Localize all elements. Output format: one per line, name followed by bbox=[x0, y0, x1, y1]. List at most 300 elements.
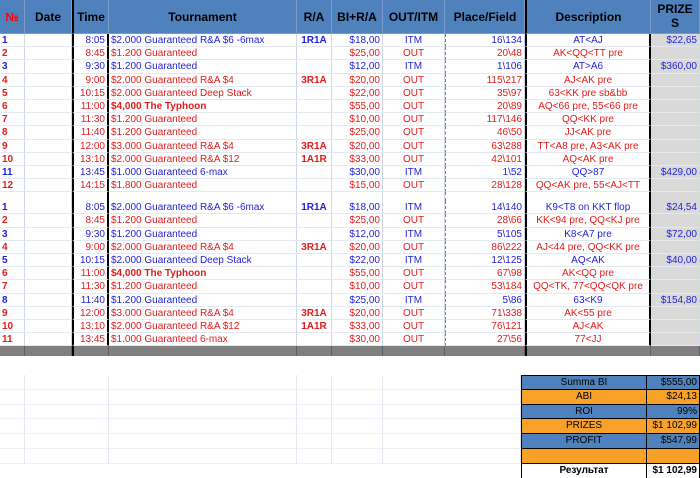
header-description[interactable]: Description bbox=[525, 0, 651, 34]
row-number[interactable]: 5 bbox=[0, 87, 25, 100]
summary-value[interactable]: $1 102,99 bbox=[647, 464, 700, 478]
description-cell[interactable]: QQ<TK, 77<QQ<QK pre bbox=[525, 280, 651, 293]
buyin-cell[interactable]: $55,00 bbox=[332, 100, 383, 113]
result-cell[interactable]: OUT bbox=[383, 241, 445, 254]
time-cell[interactable]: 12:00 bbox=[72, 140, 109, 153]
place-field-cell[interactable]: 35\97 bbox=[445, 87, 525, 100]
description-cell[interactable]: AK<QQ<TT pre bbox=[525, 47, 651, 60]
time-cell[interactable]: 10:15 bbox=[72, 254, 109, 267]
date-cell[interactable] bbox=[25, 153, 72, 166]
date-cell[interactable] bbox=[25, 267, 72, 280]
tournament-cell[interactable]: $2.000 Guaranteed Deep Stack bbox=[109, 254, 297, 267]
buyin-cell[interactable]: $22,00 bbox=[332, 87, 383, 100]
tournament-cell[interactable]: $1.200 Guaranteed bbox=[109, 228, 297, 241]
empty-cell[interactable] bbox=[297, 419, 332, 434]
prize-cell[interactable] bbox=[651, 87, 700, 100]
description-cell[interactable]: K8<A7 pre bbox=[525, 228, 651, 241]
description-cell[interactable]: AK<QQ pre bbox=[525, 267, 651, 280]
place-field-cell[interactable]: 86\222 bbox=[445, 241, 525, 254]
tournament-cell[interactable]: $1.200 Guaranteed bbox=[109, 294, 297, 307]
tournament-cell[interactable]: $1.000 Guaranteed 6-max bbox=[109, 333, 297, 346]
result-cell[interactable]: ITM bbox=[383, 60, 445, 73]
date-cell[interactable] bbox=[25, 34, 72, 47]
ra-cell[interactable]: 3R1A bbox=[297, 307, 332, 320]
buyin-cell[interactable]: $10,00 bbox=[332, 280, 383, 293]
tournament-cell[interactable]: $2.000 Guaranteed Deep Stack bbox=[109, 87, 297, 100]
prize-cell[interactable]: $40,00 bbox=[651, 254, 700, 267]
time-cell[interactable]: 8:45 bbox=[72, 47, 109, 60]
tournament-cell[interactable]: $1.000 Guaranteed 6-max bbox=[109, 166, 297, 179]
empty-cell[interactable] bbox=[25, 192, 72, 201]
empty-cell[interactable] bbox=[297, 449, 332, 464]
description-cell[interactable]: AT>A6 bbox=[525, 60, 651, 73]
empty-cell[interactable] bbox=[525, 192, 651, 201]
row-number[interactable]: 3 bbox=[0, 60, 25, 73]
description-cell[interactable]: AJ<44 pre, QQ<KK pre bbox=[525, 241, 651, 254]
empty-cell[interactable] bbox=[332, 390, 383, 405]
prize-cell[interactable] bbox=[651, 113, 700, 126]
time-cell[interactable]: 10:15 bbox=[72, 87, 109, 100]
place-field-cell[interactable]: 1\106 bbox=[445, 60, 525, 73]
summary-label[interactable]: Summa BI bbox=[521, 375, 647, 390]
empty-cell[interactable] bbox=[297, 390, 332, 405]
tournament-cell[interactable]: $1.200 Guaranteed bbox=[109, 60, 297, 73]
buyin-cell[interactable]: $15,00 bbox=[332, 179, 383, 192]
empty-cell[interactable] bbox=[383, 419, 521, 434]
tournament-cell[interactable]: $1.200 Guaranteed bbox=[109, 113, 297, 126]
description-cell[interactable]: AJ<AK bbox=[525, 320, 651, 333]
place-field-cell[interactable]: 46\50 bbox=[445, 126, 525, 139]
empty-cell[interactable] bbox=[297, 375, 332, 390]
ra-cell[interactable] bbox=[297, 267, 332, 280]
date-cell[interactable] bbox=[25, 241, 72, 254]
time-cell[interactable]: 9:00 bbox=[72, 241, 109, 254]
buyin-cell[interactable]: $20,00 bbox=[332, 307, 383, 320]
description-cell[interactable]: AQ<AK bbox=[525, 254, 651, 267]
result-cell[interactable]: OUT bbox=[383, 214, 445, 227]
time-cell[interactable]: 11:30 bbox=[72, 280, 109, 293]
ra-cell[interactable] bbox=[297, 113, 332, 126]
result-cell[interactable]: OUT bbox=[383, 333, 445, 346]
empty-cell[interactable] bbox=[383, 192, 445, 201]
empty-cell[interactable] bbox=[109, 192, 297, 201]
place-field-cell[interactable]: 53\184 bbox=[445, 280, 525, 293]
header-bira[interactable]: BI+R/A bbox=[332, 0, 383, 34]
place-field-cell[interactable]: 20\89 bbox=[445, 100, 525, 113]
result-cell[interactable]: OUT bbox=[383, 87, 445, 100]
result-cell[interactable]: ITM bbox=[383, 228, 445, 241]
ra-cell[interactable]: 3R1A bbox=[297, 241, 332, 254]
result-cell[interactable]: OUT bbox=[383, 113, 445, 126]
empty-cell[interactable] bbox=[109, 405, 297, 420]
empty-cell[interactable] bbox=[383, 390, 521, 405]
tournament-cell[interactable]: $1.200 Guaranteed bbox=[109, 280, 297, 293]
date-cell[interactable] bbox=[25, 74, 72, 87]
result-cell[interactable]: ITM bbox=[383, 254, 445, 267]
empty-cell[interactable] bbox=[651, 192, 700, 201]
buyin-cell[interactable]: $10,00 bbox=[332, 113, 383, 126]
row-number[interactable]: 5 bbox=[0, 254, 25, 267]
result-cell[interactable]: OUT bbox=[383, 100, 445, 113]
buyin-cell[interactable]: $12,00 bbox=[332, 60, 383, 73]
time-cell[interactable]: 13:45 bbox=[72, 333, 109, 346]
description-cell[interactable]: AQ<66 pre, 55<66 pre bbox=[525, 100, 651, 113]
prize-cell[interactable]: $24,54 bbox=[651, 201, 700, 214]
empty-cell[interactable] bbox=[72, 192, 109, 201]
empty-cell[interactable] bbox=[109, 419, 297, 434]
description-cell[interactable]: QQ>87 bbox=[525, 166, 651, 179]
empty-cell[interactable] bbox=[109, 434, 297, 449]
place-field-cell[interactable]: 117\146 bbox=[445, 113, 525, 126]
time-cell[interactable]: 14:15 bbox=[72, 179, 109, 192]
ra-cell[interactable]: 1A1R bbox=[297, 153, 332, 166]
empty-cell[interactable] bbox=[25, 434, 109, 449]
empty-cell[interactable] bbox=[297, 405, 332, 420]
date-cell[interactable] bbox=[25, 179, 72, 192]
date-cell[interactable] bbox=[25, 228, 72, 241]
empty-cell[interactable] bbox=[332, 434, 383, 449]
time-cell[interactable]: 13:10 bbox=[72, 153, 109, 166]
buyin-cell[interactable]: $18,00 bbox=[332, 34, 383, 47]
place-field-cell[interactable]: 16\134 bbox=[445, 34, 525, 47]
buyin-cell[interactable]: $12,00 bbox=[332, 228, 383, 241]
header-date[interactable]: Date bbox=[25, 0, 72, 34]
date-cell[interactable] bbox=[25, 126, 72, 139]
prize-cell[interactable] bbox=[651, 74, 700, 87]
place-field-cell[interactable]: 5\86 bbox=[445, 294, 525, 307]
date-cell[interactable] bbox=[25, 254, 72, 267]
summary-label[interactable] bbox=[521, 449, 647, 464]
date-cell[interactable] bbox=[25, 113, 72, 126]
time-cell[interactable]: 9:30 bbox=[72, 60, 109, 73]
description-cell[interactable]: K9<T8 on KKT flop bbox=[525, 201, 651, 214]
row-number[interactable]: 7 bbox=[0, 113, 25, 126]
row-number[interactable]: 11 bbox=[0, 166, 25, 179]
empty-cell[interactable] bbox=[0, 434, 25, 449]
header-tournament[interactable]: Tournament bbox=[109, 0, 297, 34]
tournament-cell[interactable]: $4,000 The Typhoon bbox=[109, 267, 297, 280]
time-cell[interactable]: 11:00 bbox=[72, 100, 109, 113]
buyin-cell[interactable]: $33,00 bbox=[332, 320, 383, 333]
prize-cell[interactable] bbox=[651, 241, 700, 254]
row-number[interactable]: 10 bbox=[0, 320, 25, 333]
empty-cell[interactable] bbox=[25, 419, 109, 434]
summary-label[interactable]: Результат bbox=[521, 464, 647, 478]
ra-cell[interactable] bbox=[297, 294, 332, 307]
buyin-cell[interactable]: $25,00 bbox=[332, 294, 383, 307]
prize-cell[interactable]: $72,00 bbox=[651, 228, 700, 241]
summary-label[interactable]: PROFIT bbox=[521, 434, 647, 449]
prize-cell[interactable] bbox=[651, 214, 700, 227]
buyin-cell[interactable]: $18,00 bbox=[332, 201, 383, 214]
date-cell[interactable] bbox=[25, 166, 72, 179]
empty-cell[interactable] bbox=[25, 390, 109, 405]
empty-cell[interactable] bbox=[0, 375, 25, 390]
time-cell[interactable]: 9:00 bbox=[72, 74, 109, 87]
ra-cell[interactable] bbox=[297, 333, 332, 346]
place-field-cell[interactable]: 1\52 bbox=[445, 166, 525, 179]
place-field-cell[interactable]: 115\217 bbox=[445, 74, 525, 87]
place-field-cell[interactable]: 28\128 bbox=[445, 179, 525, 192]
tournament-cell[interactable]: $2.000 Guaranteed R&A $6 -6max bbox=[109, 201, 297, 214]
date-cell[interactable] bbox=[25, 333, 72, 346]
description-cell[interactable]: AK<55 pre bbox=[525, 307, 651, 320]
place-field-cell[interactable]: 12\125 bbox=[445, 254, 525, 267]
prize-cell[interactable] bbox=[651, 153, 700, 166]
ra-cell[interactable] bbox=[297, 228, 332, 241]
ra-cell[interactable] bbox=[297, 100, 332, 113]
result-cell[interactable]: OUT bbox=[383, 307, 445, 320]
row-number[interactable]: 12 bbox=[0, 179, 25, 192]
ra-cell[interactable] bbox=[297, 254, 332, 267]
empty-cell[interactable] bbox=[332, 192, 383, 201]
time-cell[interactable]: 8:05 bbox=[72, 201, 109, 214]
tournament-cell[interactable]: $3.000 Guaranteed R&A $4 bbox=[109, 140, 297, 153]
empty-cell[interactable] bbox=[25, 405, 109, 420]
description-cell[interactable]: 63<K9 bbox=[525, 294, 651, 307]
result-cell[interactable]: ITM bbox=[383, 166, 445, 179]
ra-cell[interactable] bbox=[297, 126, 332, 139]
result-cell[interactable]: OUT bbox=[383, 74, 445, 87]
buyin-cell[interactable]: $55,00 bbox=[332, 267, 383, 280]
tournament-cell[interactable]: $2.000 Guaranteed R&A $12 bbox=[109, 320, 297, 333]
prize-cell[interactable]: $360,00 bbox=[651, 60, 700, 73]
empty-cell[interactable] bbox=[332, 405, 383, 420]
result-cell[interactable]: OUT bbox=[383, 47, 445, 60]
description-cell[interactable]: QQ<KK pre bbox=[525, 113, 651, 126]
ra-cell[interactable]: 1R1A bbox=[297, 34, 332, 47]
place-field-cell[interactable]: 5\105 bbox=[445, 228, 525, 241]
prize-cell[interactable]: $22,65 bbox=[651, 34, 700, 47]
buyin-cell[interactable]: $30,00 bbox=[332, 166, 383, 179]
date-cell[interactable] bbox=[25, 47, 72, 60]
empty-cell[interactable] bbox=[0, 419, 25, 434]
place-field-cell[interactable]: 42\101 bbox=[445, 153, 525, 166]
empty-cell[interactable] bbox=[25, 375, 109, 390]
date-cell[interactable] bbox=[25, 140, 72, 153]
description-cell[interactable]: TT<A8 pre, A3<AK pre bbox=[525, 140, 651, 153]
prize-cell[interactable] bbox=[651, 100, 700, 113]
summary-value[interactable]: $547,99 bbox=[647, 434, 700, 449]
time-cell[interactable]: 11:40 bbox=[72, 294, 109, 307]
row-number[interactable]: 2 bbox=[0, 214, 25, 227]
buyin-cell[interactable]: $30,00 bbox=[332, 333, 383, 346]
row-number[interactable]: 11 bbox=[0, 333, 25, 346]
buyin-cell[interactable]: $20,00 bbox=[332, 140, 383, 153]
empty-cell[interactable] bbox=[109, 375, 297, 390]
prize-cell[interactable] bbox=[651, 179, 700, 192]
header-placefield[interactable]: Place/Field bbox=[445, 0, 525, 34]
ra-cell[interactable]: 1A1R bbox=[297, 320, 332, 333]
row-number[interactable]: 8 bbox=[0, 126, 25, 139]
result-cell[interactable]: OUT bbox=[383, 267, 445, 280]
empty-cell[interactable] bbox=[383, 375, 521, 390]
ra-cell[interactable] bbox=[297, 166, 332, 179]
header-prizes[interactable]: PRIZE S bbox=[651, 0, 700, 34]
place-field-cell[interactable]: 63\288 bbox=[445, 140, 525, 153]
ra-cell[interactable] bbox=[297, 60, 332, 73]
empty-cell[interactable] bbox=[109, 390, 297, 405]
summary-label[interactable]: PRIZES bbox=[521, 419, 647, 434]
prize-cell[interactable]: $154,80 bbox=[651, 294, 700, 307]
tournament-cell[interactable]: $1.200 Guaranteed bbox=[109, 47, 297, 60]
result-cell[interactable]: ITM bbox=[383, 201, 445, 214]
row-number[interactable]: 4 bbox=[0, 241, 25, 254]
empty-cell[interactable] bbox=[383, 449, 521, 464]
tournament-cell[interactable]: $1.200 Guaranteed bbox=[109, 214, 297, 227]
empty-cell[interactable] bbox=[383, 405, 521, 420]
empty-cell[interactable] bbox=[0, 449, 25, 464]
ra-cell[interactable]: 1R1A bbox=[297, 201, 332, 214]
date-cell[interactable] bbox=[25, 100, 72, 113]
header-time[interactable]: Time bbox=[72, 0, 109, 34]
empty-cell[interactable] bbox=[445, 192, 525, 201]
place-field-cell[interactable]: 76\121 bbox=[445, 320, 525, 333]
time-cell[interactable]: 11:30 bbox=[72, 113, 109, 126]
description-cell[interactable]: JJ<AK pre bbox=[525, 126, 651, 139]
tournament-cell[interactable]: $2.000 Guaranteed R&A $4 bbox=[109, 241, 297, 254]
row-number[interactable]: 10 bbox=[0, 153, 25, 166]
empty-cell[interactable] bbox=[109, 449, 297, 464]
summary-value[interactable]: 99% bbox=[647, 405, 700, 420]
time-cell[interactable]: 8:45 bbox=[72, 214, 109, 227]
prize-cell[interactable] bbox=[651, 320, 700, 333]
description-cell[interactable]: AT<AJ bbox=[525, 34, 651, 47]
buyin-cell[interactable]: $25,00 bbox=[332, 214, 383, 227]
tournament-cell[interactable]: $1.800 Guaranteed bbox=[109, 179, 297, 192]
prize-cell[interactable] bbox=[651, 267, 700, 280]
tournament-cell[interactable]: $4,000 The Typhoon bbox=[109, 100, 297, 113]
summary-value[interactable]: $1 102,99 bbox=[647, 419, 700, 434]
ra-cell[interactable]: 3R1A bbox=[297, 140, 332, 153]
prize-cell[interactable] bbox=[651, 280, 700, 293]
buyin-cell[interactable]: $20,00 bbox=[332, 241, 383, 254]
row-number[interactable]: 4 bbox=[0, 74, 25, 87]
result-cell[interactable]: OUT bbox=[383, 140, 445, 153]
time-cell[interactable]: 13:10 bbox=[72, 320, 109, 333]
summary-label[interactable]: ROI bbox=[521, 405, 647, 420]
place-field-cell[interactable]: 27\56 bbox=[445, 333, 525, 346]
empty-cell[interactable] bbox=[0, 405, 25, 420]
empty-cell[interactable] bbox=[25, 449, 109, 464]
tournament-cell[interactable]: $2.000 Guaranteed R&A $6 -6max bbox=[109, 34, 297, 47]
row-number[interactable]: 6 bbox=[0, 100, 25, 113]
time-cell[interactable]: 8:05 bbox=[72, 34, 109, 47]
empty-cell[interactable] bbox=[332, 419, 383, 434]
date-cell[interactable] bbox=[25, 307, 72, 320]
row-number[interactable]: 7 bbox=[0, 280, 25, 293]
tournament-cell[interactable]: $2.000 Guaranteed R&A $4 bbox=[109, 74, 297, 87]
date-cell[interactable] bbox=[25, 87, 72, 100]
date-cell[interactable] bbox=[25, 294, 72, 307]
time-cell[interactable]: 12:00 bbox=[72, 307, 109, 320]
result-cell[interactable]: OUT bbox=[383, 153, 445, 166]
time-cell[interactable]: 11:40 bbox=[72, 126, 109, 139]
ra-cell[interactable] bbox=[297, 87, 332, 100]
row-number[interactable]: 1 bbox=[0, 34, 25, 47]
result-cell[interactable]: OUT bbox=[383, 179, 445, 192]
prize-cell[interactable] bbox=[651, 47, 700, 60]
header-ra[interactable]: R/A bbox=[297, 0, 332, 34]
empty-cell[interactable] bbox=[332, 449, 383, 464]
ra-cell[interactable] bbox=[297, 47, 332, 60]
buyin-cell[interactable]: $25,00 bbox=[332, 47, 383, 60]
empty-cell[interactable] bbox=[0, 390, 25, 405]
place-field-cell[interactable]: 71\338 bbox=[445, 307, 525, 320]
place-field-cell[interactable]: 20\48 bbox=[445, 47, 525, 60]
buyin-cell[interactable]: $20,00 bbox=[332, 74, 383, 87]
ra-cell[interactable] bbox=[297, 179, 332, 192]
place-field-cell[interactable]: 67\98 bbox=[445, 267, 525, 280]
buyin-cell[interactable]: $25,00 bbox=[332, 126, 383, 139]
result-cell[interactable]: OUT bbox=[383, 320, 445, 333]
empty-cell[interactable] bbox=[332, 375, 383, 390]
row-number[interactable]: 8 bbox=[0, 294, 25, 307]
place-field-cell[interactable]: 14\140 bbox=[445, 201, 525, 214]
header-outitm[interactable]: OUT/ITM bbox=[383, 0, 445, 34]
header-num[interactable]: № bbox=[0, 0, 25, 34]
description-cell[interactable]: AJ<AK pre bbox=[525, 74, 651, 87]
result-cell[interactable]: ITM bbox=[383, 294, 445, 307]
buyin-cell[interactable]: $22,00 bbox=[332, 254, 383, 267]
row-number[interactable]: 9 bbox=[0, 140, 25, 153]
place-field-cell[interactable]: 28\66 bbox=[445, 214, 525, 227]
date-cell[interactable] bbox=[25, 320, 72, 333]
buyin-cell[interactable]: $33,00 bbox=[332, 153, 383, 166]
summary-value[interactable] bbox=[647, 449, 700, 464]
result-cell[interactable]: ITM bbox=[383, 34, 445, 47]
description-cell[interactable]: QQ<AK pre, 55<AJ<TT bbox=[525, 179, 651, 192]
time-cell[interactable]: 9:30 bbox=[72, 228, 109, 241]
description-cell[interactable]: 63<KK pre sb&bb bbox=[525, 87, 651, 100]
empty-cell[interactable] bbox=[297, 434, 332, 449]
description-cell[interactable]: 77<JJ bbox=[525, 333, 651, 346]
prize-cell[interactable]: $429,00 bbox=[651, 166, 700, 179]
ra-cell[interactable] bbox=[297, 214, 332, 227]
date-cell[interactable] bbox=[25, 60, 72, 73]
description-cell[interactable]: KK<94 pre, QQ<KJ pre bbox=[525, 214, 651, 227]
time-cell[interactable]: 13:45 bbox=[72, 166, 109, 179]
date-cell[interactable] bbox=[25, 214, 72, 227]
row-number[interactable]: 9 bbox=[0, 307, 25, 320]
empty-cell[interactable] bbox=[383, 434, 521, 449]
row-number[interactable]: 1 bbox=[0, 201, 25, 214]
prize-cell[interactable] bbox=[651, 333, 700, 346]
time-cell[interactable]: 11:00 bbox=[72, 267, 109, 280]
ra-cell[interactable] bbox=[297, 280, 332, 293]
date-cell[interactable] bbox=[25, 201, 72, 214]
row-number[interactable]: 2 bbox=[0, 47, 25, 60]
ra-cell[interactable]: 3R1A bbox=[297, 74, 332, 87]
tournament-cell[interactable]: $3.000 Guaranteed R&A $4 bbox=[109, 307, 297, 320]
tournament-cell[interactable]: $1.200 Guaranteed bbox=[109, 126, 297, 139]
summary-label[interactable]: ABI bbox=[521, 390, 647, 405]
result-cell[interactable]: OUT bbox=[383, 126, 445, 139]
summary-value[interactable]: $555,00 bbox=[647, 375, 700, 390]
empty-cell[interactable] bbox=[297, 192, 332, 201]
empty-cell[interactable] bbox=[0, 192, 25, 201]
prize-cell[interactable] bbox=[651, 307, 700, 320]
date-cell[interactable] bbox=[25, 280, 72, 293]
prize-cell[interactable] bbox=[651, 140, 700, 153]
tournament-cell[interactable]: $2.000 Guaranteed R&A $12 bbox=[109, 153, 297, 166]
row-number[interactable]: 3 bbox=[0, 228, 25, 241]
description-cell[interactable]: AQ<AK pre bbox=[525, 153, 651, 166]
row-number[interactable]: 6 bbox=[0, 267, 25, 280]
prize-cell[interactable] bbox=[651, 126, 700, 139]
result-cell[interactable]: OUT bbox=[383, 280, 445, 293]
summary-value[interactable]: $24,13 bbox=[647, 390, 700, 405]
